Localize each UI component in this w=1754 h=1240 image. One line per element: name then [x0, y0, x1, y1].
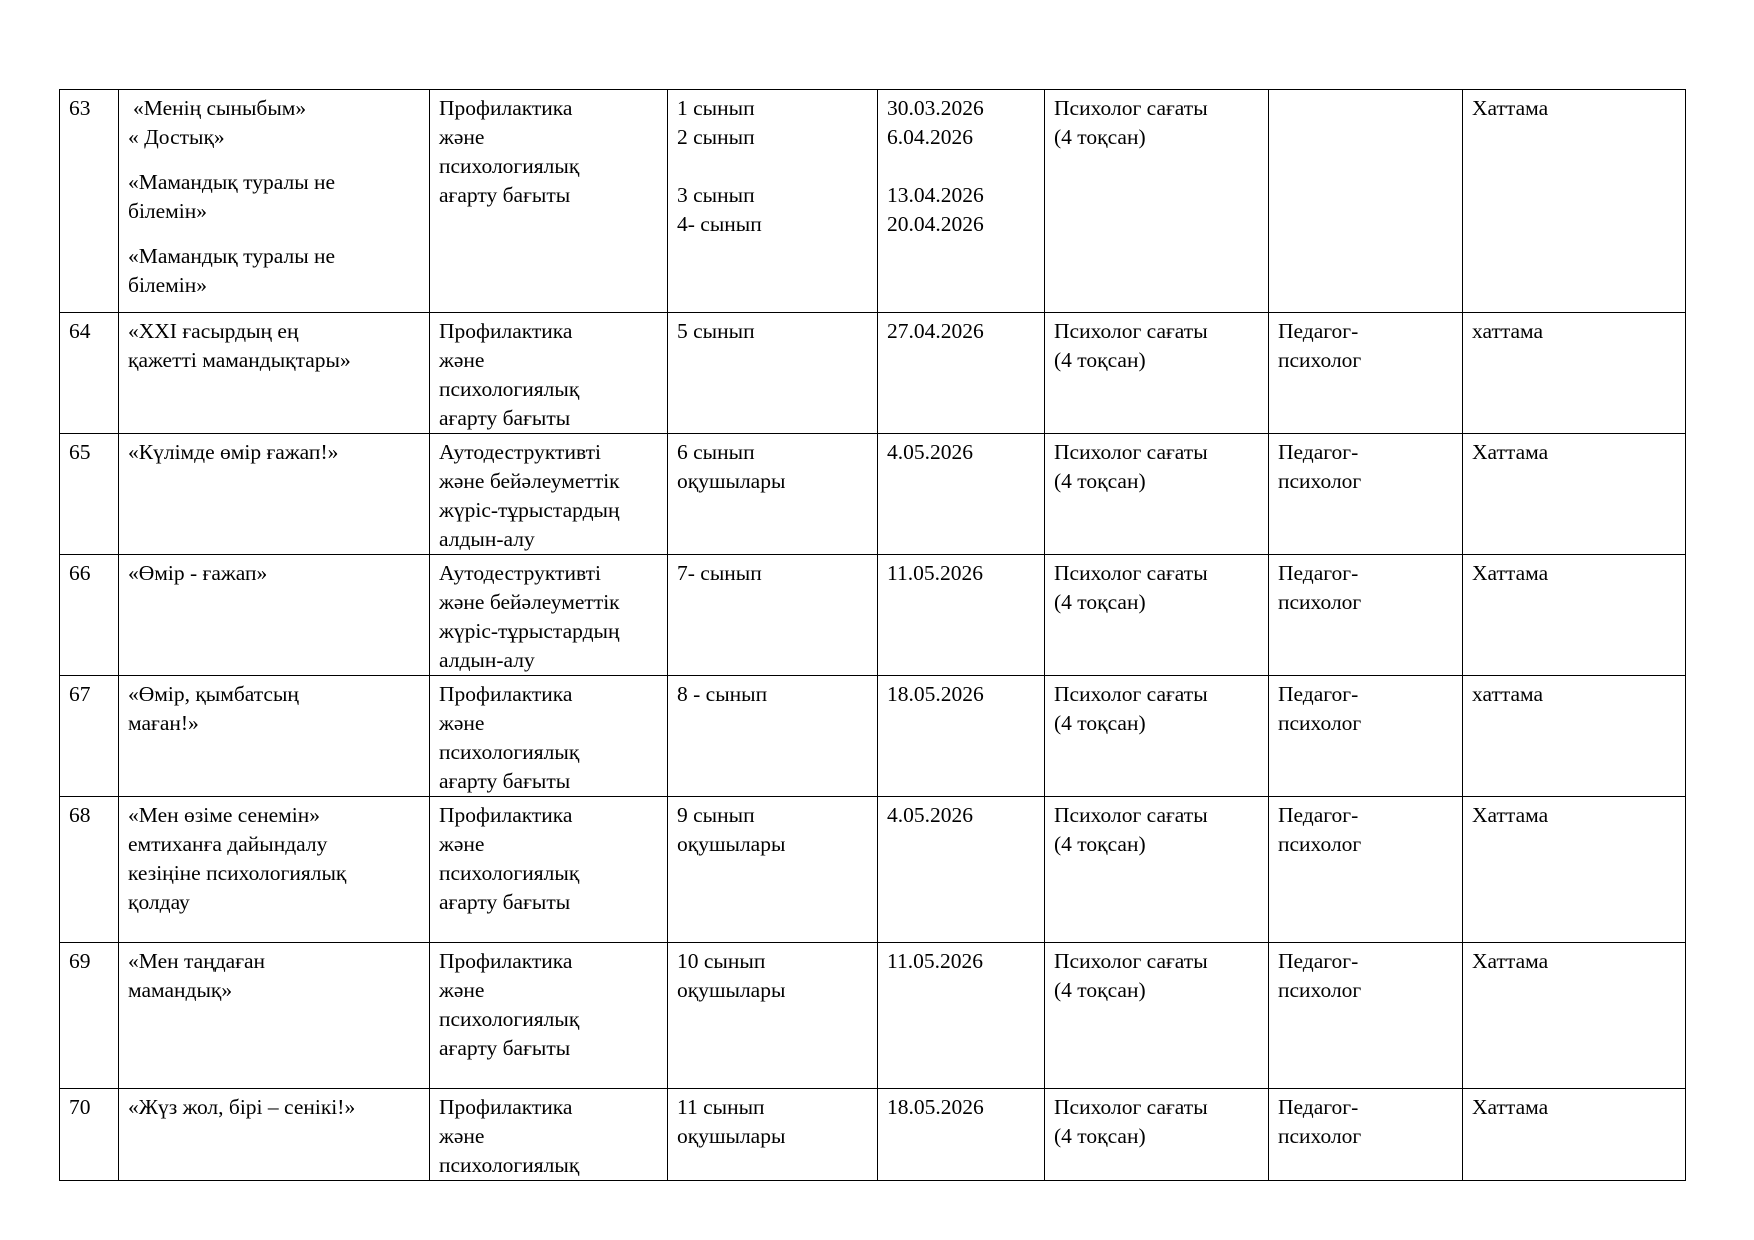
audience-cell	[668, 90, 878, 313]
result-cell	[1463, 797, 1686, 943]
responsible-cell	[1269, 676, 1463, 797]
responsible-line: психолог	[1278, 832, 1362, 856]
form-cell	[1045, 434, 1269, 555]
direction-line: ағарту бағыты	[439, 1036, 571, 1060]
result-cell	[1463, 943, 1686, 1089]
row-number: 63	[69, 96, 91, 120]
date-cell	[878, 555, 1045, 676]
form-cell	[1045, 90, 1269, 313]
responsible-cell	[1269, 1089, 1463, 1181]
audience-cell	[668, 434, 878, 555]
direction-line: және	[439, 348, 485, 372]
topic-cell	[119, 1089, 430, 1181]
topic-cell	[119, 797, 430, 943]
audience-line: 6 сынып	[677, 440, 755, 464]
topic-line: кезіңіне психологиялық	[128, 861, 347, 885]
direction-cell	[430, 797, 668, 943]
form-cell	[1045, 797, 1269, 943]
direction-line: және	[439, 711, 485, 735]
responsible-cell	[1269, 943, 1463, 1089]
responsible-cell	[1269, 797, 1463, 943]
audience-line: 7- сынып	[677, 561, 762, 585]
direction-line: Аутодеструктивті	[439, 561, 601, 585]
date-cell	[878, 434, 1045, 555]
form-line: Психолог сағаты	[1054, 949, 1208, 973]
row-number-cell	[60, 434, 119, 555]
result-text: Хаттама	[1472, 96, 1549, 120]
result-cell	[1463, 434, 1686, 555]
form-line: (4 тоқсан)	[1054, 711, 1146, 735]
topic-line: «Мамандық туралы не	[128, 170, 336, 194]
row-number-cell	[60, 797, 119, 943]
form-line: (4 тоқсан)	[1054, 590, 1146, 614]
responsible-cell	[1269, 313, 1463, 434]
audience-cell	[668, 555, 878, 676]
row-number-cell	[60, 313, 119, 434]
form-line: Психолог сағаты	[1054, 803, 1208, 827]
result-text: Хаттама	[1472, 1095, 1549, 1119]
row-number: 68	[69, 803, 91, 827]
form-line: Психолог сағаты	[1054, 561, 1208, 585]
direction-line: алдын-алу	[439, 527, 535, 551]
responsible-line: Педагог-	[1278, 319, 1359, 343]
audience-line: 9 сынып	[677, 803, 755, 827]
audience-line: оқушылары	[677, 469, 786, 493]
audience-line: оқушылары	[677, 832, 786, 856]
form-cell	[1045, 313, 1269, 434]
direction-line: және бейәлеуметтік	[439, 590, 620, 614]
responsible-line: Педагог-	[1278, 803, 1359, 827]
form-line: (4 тоқсан)	[1054, 469, 1146, 493]
direction-cell	[430, 676, 668, 797]
row-number-cell	[60, 1089, 119, 1181]
table-row	[60, 434, 1686, 555]
topic-line: «Мен өзіме сенемін»	[128, 803, 320, 827]
form-cell	[1045, 1089, 1269, 1181]
audience-line: 1 сынып	[677, 96, 755, 120]
direction-line: Профилактика	[439, 682, 573, 706]
date-line: 20.04.2026	[887, 212, 984, 236]
responsible-line: психолог	[1278, 590, 1362, 614]
date-line: 4.05.2026	[887, 803, 973, 827]
topic-line: «Жүз жол, бірі – сенікі!»	[128, 1095, 356, 1119]
responsible-cell	[1269, 555, 1463, 676]
topic-line: қолдау	[128, 890, 190, 914]
topic-line: білемін»	[128, 273, 208, 297]
result-text: хаттама	[1472, 682, 1544, 706]
table-row	[60, 797, 1686, 943]
direction-line: және	[439, 125, 485, 149]
topic-cell	[119, 943, 430, 1089]
audience-line: 5 сынып	[677, 319, 755, 343]
result-cell	[1463, 1089, 1686, 1181]
row-number-cell	[60, 943, 119, 1089]
form-line: (4 тоқсан)	[1054, 978, 1146, 1002]
topic-line: қажетті мамандықтары»	[128, 348, 351, 372]
form-line: (4 тоқсан)	[1054, 832, 1146, 856]
direction-line: психологиялық	[439, 154, 580, 178]
result-cell	[1463, 555, 1686, 676]
topic-line: білемін»	[128, 199, 208, 223]
date-line: 11.05.2026	[887, 949, 983, 973]
topic-line: « Достық»	[128, 125, 225, 149]
row-number: 65	[69, 440, 91, 464]
audience-cell	[668, 1089, 878, 1181]
topic-line: «Өмір - ғажап»	[128, 561, 268, 585]
responsible-line: психолог	[1278, 1124, 1362, 1148]
row-number: 70	[69, 1095, 91, 1119]
direction-line: психологиялық	[439, 1153, 580, 1177]
form-line: Психолог сағаты	[1054, 319, 1208, 343]
direction-line: Профилактика	[439, 319, 573, 343]
direction-line: психологиялық	[439, 861, 580, 885]
responsible-line: Педагог-	[1278, 949, 1359, 973]
date-line: 6.04.2026	[887, 125, 973, 149]
date-line: 18.05.2026	[887, 682, 984, 706]
topic-line: «Менің сыныбым»	[133, 96, 307, 120]
form-cell	[1045, 555, 1269, 676]
form-line: Психолог сағаты	[1054, 440, 1208, 464]
direction-line: Профилактика	[439, 1095, 573, 1119]
responsible-line: Педагог-	[1278, 682, 1359, 706]
responsible-cell	[1269, 434, 1463, 555]
date-cell	[878, 797, 1045, 943]
result-text: Хаттама	[1472, 949, 1549, 973]
audience-line: 3 сынып	[677, 183, 755, 207]
direction-line: Профилактика	[439, 803, 573, 827]
direction-line: жүріс-тұрыстардың	[439, 498, 620, 522]
direction-cell	[430, 313, 668, 434]
table-row	[60, 313, 1686, 434]
row-number-cell	[60, 555, 119, 676]
direction-cell	[430, 1089, 668, 1181]
form-line: (4 тоқсан)	[1054, 1124, 1146, 1148]
row-number-cell	[60, 90, 119, 313]
topic-cell	[119, 555, 430, 676]
direction-line: ағарту бағыты	[439, 406, 571, 430]
responsible-line: Педагог-	[1278, 561, 1359, 585]
direction-line: және	[439, 978, 485, 1002]
date-line: 18.05.2026	[887, 1095, 984, 1119]
topic-line: мамандық»	[128, 978, 233, 1002]
result-text: хаттама	[1472, 319, 1544, 343]
topic-line: «Мамандық туралы не	[128, 244, 336, 268]
row-number: 64	[69, 319, 91, 343]
audience-line: 10 сынып	[677, 949, 766, 973]
date-line: 4.05.2026	[887, 440, 973, 464]
date-line: 30.03.2026	[887, 96, 984, 120]
direction-line: ағарту бағыты	[439, 769, 571, 793]
date-line: 27.04.2026	[887, 319, 984, 343]
direction-cell	[430, 555, 668, 676]
form-cell	[1045, 676, 1269, 797]
form-line: Психолог сағаты	[1054, 1095, 1208, 1119]
audience-cell	[668, 676, 878, 797]
result-cell	[1463, 676, 1686, 797]
date-cell	[878, 676, 1045, 797]
row-number: 66	[69, 561, 91, 585]
direction-line: психологиялық	[439, 1007, 580, 1031]
table-row	[60, 555, 1686, 676]
form-cell	[1045, 943, 1269, 1089]
topic-cell	[119, 434, 430, 555]
topic-line: «Күлімде өмір ғажап!»	[128, 440, 339, 464]
audience-line: 4- сынып	[677, 212, 762, 236]
result-text: Хаттама	[1472, 440, 1549, 464]
audience-line: оқушылары	[677, 978, 786, 1002]
date-line: 11.05.2026	[887, 561, 983, 585]
direction-line: және бейәлеуметтік	[439, 469, 620, 493]
date-line: 13.04.2026	[887, 183, 984, 207]
topic-cell	[119, 313, 430, 434]
direction-line: ағарту бағыты	[439, 183, 571, 207]
audience-cell	[668, 313, 878, 434]
direction-cell	[430, 90, 668, 313]
direction-cell	[430, 943, 668, 1089]
responsible-cell	[1269, 90, 1463, 313]
audience-line: 2 сынып	[677, 125, 755, 149]
result-text: Хаттама	[1472, 561, 1549, 585]
audience-line: 8 - сынып	[677, 682, 768, 706]
row-number: 69	[69, 949, 91, 973]
topic-line: «Мен таңдаған	[128, 949, 266, 973]
direction-line: және	[439, 832, 485, 856]
date-cell	[878, 90, 1045, 313]
topic-line: маған!»	[128, 711, 199, 735]
form-line: (4 тоқсан)	[1054, 348, 1146, 372]
row-number-cell	[60, 676, 119, 797]
direction-line: Профилактика	[439, 96, 573, 120]
responsible-line: психолог	[1278, 348, 1362, 372]
result-text: Хаттама	[1472, 803, 1549, 827]
direction-line: және	[439, 1124, 485, 1148]
date-cell	[878, 313, 1045, 434]
topic-cell	[119, 676, 430, 797]
direction-cell	[430, 434, 668, 555]
date-cell	[878, 943, 1045, 1089]
table-row	[60, 943, 1686, 1089]
responsible-line: Педагог-	[1278, 440, 1359, 464]
table-row	[60, 676, 1686, 797]
audience-cell	[668, 943, 878, 1089]
direction-line: Аутодеструктивті	[439, 440, 601, 464]
responsible-line: Педагог-	[1278, 1095, 1359, 1119]
form-line: Психолог сағаты	[1054, 682, 1208, 706]
audience-line: оқушылары	[677, 1124, 786, 1148]
result-cell	[1463, 313, 1686, 434]
topic-line: емтиханға дайындалу	[128, 832, 328, 856]
direction-line: ағарту бағыты	[439, 890, 571, 914]
row-number: 67	[69, 682, 91, 706]
work-plan-table	[59, 89, 1686, 1181]
date-cell	[878, 1089, 1045, 1181]
topic-cell	[119, 90, 430, 313]
result-cell	[1463, 90, 1686, 313]
responsible-line: психолог	[1278, 469, 1362, 493]
responsible-line: психолог	[1278, 711, 1362, 735]
direction-line: Профилактика	[439, 949, 573, 973]
audience-cell	[668, 797, 878, 943]
table-row	[60, 90, 1686, 313]
direction-line: алдын-алу	[439, 648, 535, 672]
topic-line: «XXI ғасырдың ең	[128, 319, 299, 343]
topic-line: «Өмір, қымбатсың	[128, 682, 299, 706]
table-row	[60, 1089, 1686, 1181]
direction-line: психологиялық	[439, 740, 580, 764]
audience-line: 11 сынып	[677, 1095, 765, 1119]
form-line: (4 тоқсан)	[1054, 125, 1146, 149]
form-line: Психолог сағаты	[1054, 96, 1208, 120]
direction-line: психологиялық	[439, 377, 580, 401]
responsible-line: психолог	[1278, 978, 1362, 1002]
direction-line: жүріс-тұрыстардың	[439, 619, 620, 643]
